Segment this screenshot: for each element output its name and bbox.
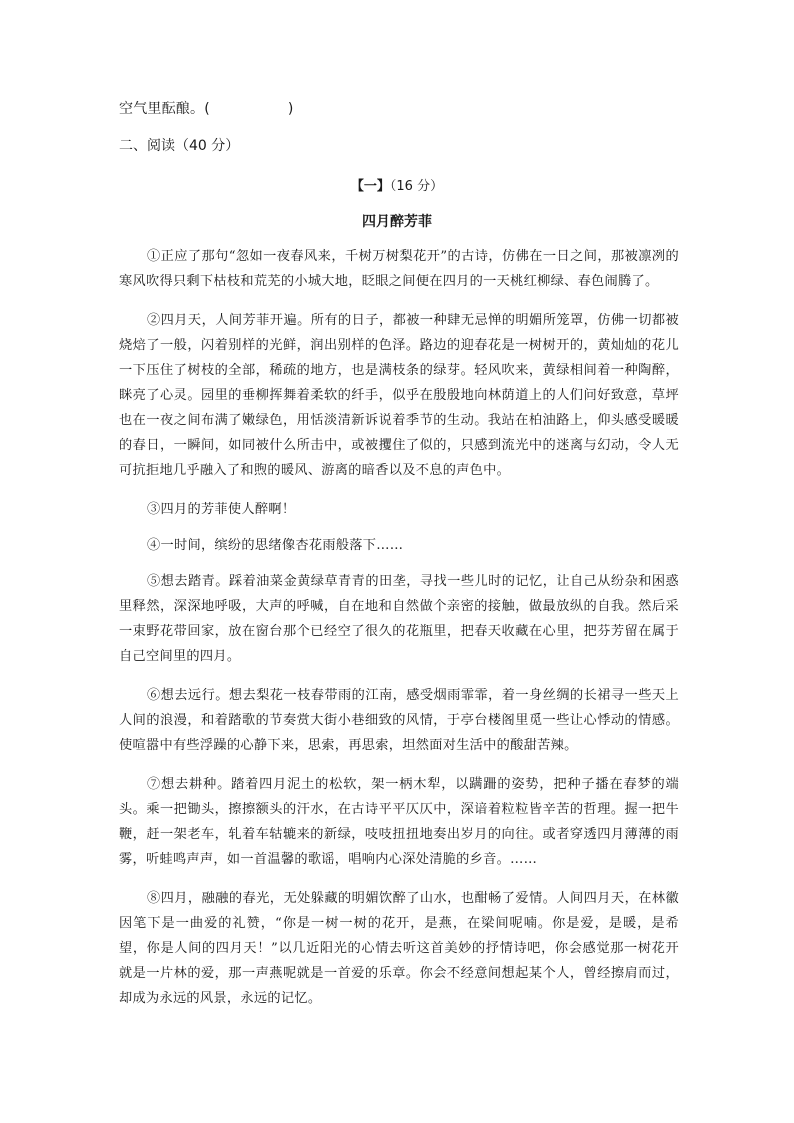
paragraph-1: ①正应了那句“忽如一夜春风来，千树万树梨花开”的古诗，仿佛在一日之间，那被凛冽的寒风吹得只剩下枯枝和荒芜的小城大地，眨眼之间便在四月的一天桃红柳绿、春色闹腾了。	[119, 249, 679, 289]
paragraph-2: ②四月天，人间芳菲开遍。所有的日子，都被一种肆无忌惮的明媚所笼罩，仿佛一切都被烧焙了一般，闪着别样的光鲜，润出别样的色泽。路边的迎春花是一树树开的，黄灿灿的花儿一下压住了树枝的全部，稀疏的地方，也是满枝条的绿芽。轻风吹来，黄绿相间着一种陶醉，眯亮了心灵。园里的垂柳挥舞着柔软的纤手，似乎在殷殷地向林荫道上的人们问好致意，草坪也在一夜之间布满了嫩绿色，用恬淡清新诉说着季节的生动。我站在柏油路上，仰头感受暖暖的春日，一瞬间，如同被什么所击中，或被攫住了似的，只感到流光中的迷离与幻动，令人无可抗拒地几乎融入了和煦的暖风、游离的暗香以及不息的声色中。	[119, 313, 679, 478]
previous-question-text: 空气里酝酿。(	[119, 101, 210, 117]
paragraph-4: ④一时间，缤纷的思绪像杏花雨般落下……	[147, 538, 404, 553]
paragraph-7: ⑦想去耕种。踏着四月泥土的松软，架一柄木犁，以蹒跚的姿势，把种子播在春梦的端头。乘一把锄头，擦擦额头的汗水，在古诗平平仄仄中，深谙着粒粒皆辛苦的哲理。握一把牛鞭，赶一架老车，轧着车轱辘来的新绿，吱吱扭扭地奏出岁月的向往。或者穿透四月薄薄的雨雾，听蛙鸣声声，如一首温馨的歌谣，唱响内心深处清脆的乡音。……	[119, 777, 679, 867]
paragraph-8: ⑧四月，融融的春光，无处躲藏的明媚饮醉了山水，也酣畅了爱情。人间四月天，在林徽因笔下是一曲爱的礼赞，“你是一树一树的花开，是燕，在梁间呢喃。你是爱，是暖，是希望，你是人间的四月天！”以几近阳光的心情去听这首美妙的抒情诗吧，你会感觉那一树花开就是一片林的爱，那一声燕呢就是一首爱的乐章。你会不经意间想起某个人，曾经擦肩而过，却成为永远的风景，永远的记忆。	[119, 891, 679, 1006]
paragraph-6: ⑥想去远行。想去梨花一枝春带雨的江南，感受烟雨霏霏，着一身丝绸的长裙寻一些天上人间的浪漫，和着踏歌的节奏赏大街小巷细致的风情，于亭台楼阁里觅一些让心悸动的情感。使喧嚣中有些浮躁的心静下来，思索，再思索，坦然面对生活中的酸甜苦辣。	[119, 688, 679, 753]
paragraph-5: ⑤想去踏青。踩着油菜金黄绿草青青的田垄，寻找一些儿时的记忆，让自己从纷杂和困惑里释然，深深地呼吸，大声的呼喊，自在地和自然做个亲密的接触，做最放纵的自我。然后采一束野花带回家，放在窗台那个已经空了很久的花瓶里，把春天收藏在心里，把芬芳留在属于自己空间里的四月。	[119, 574, 679, 664]
closing-parenthesis: )	[287, 101, 294, 117]
part-heading	[0, 175, 794, 194]
article-body	[119, 244, 679, 1025]
article-title: 四月醉芳菲	[362, 214, 432, 230]
paragraph-3: ③四月的芳菲使人醉啊！	[147, 502, 296, 517]
previous-question-tail	[119, 98, 294, 118]
part-points: （16 分）	[389, 179, 444, 194]
part-label: 【一】	[350, 179, 390, 194]
section-heading: 二、阅读（40 分）	[119, 138, 240, 154]
